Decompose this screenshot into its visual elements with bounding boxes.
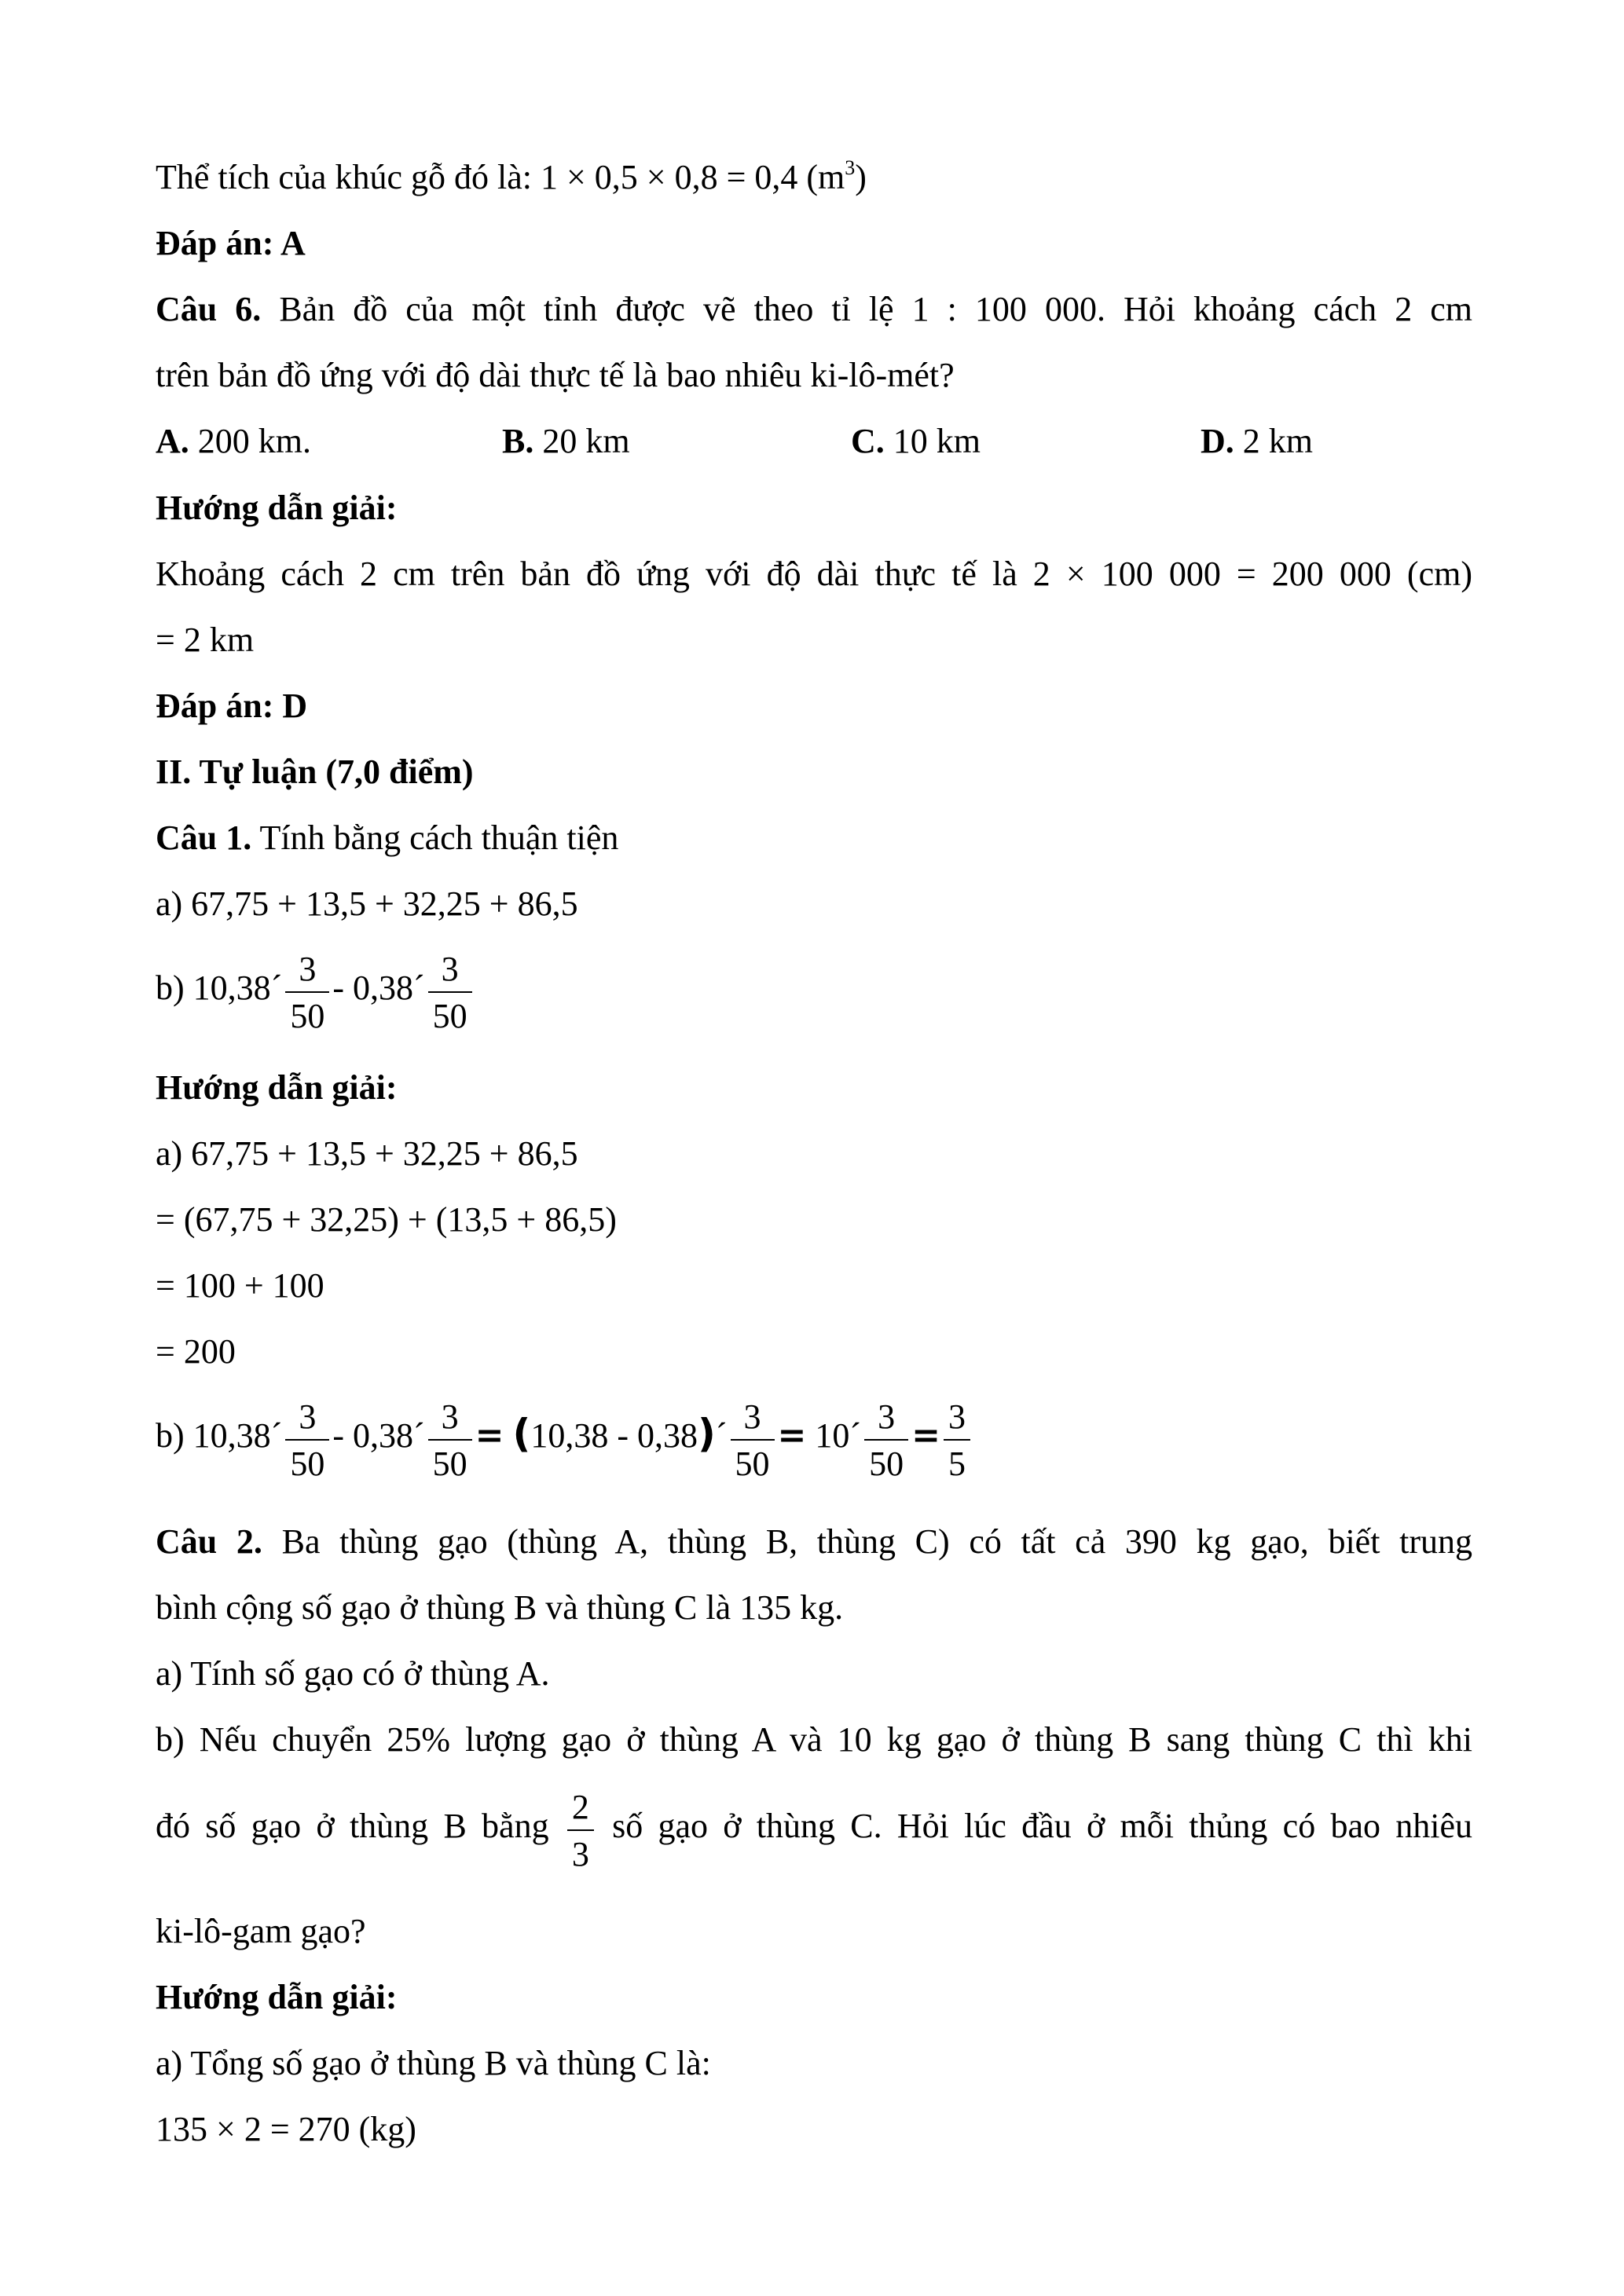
option-a-text: 200 km. <box>189 422 312 460</box>
fraction <box>864 1397 908 1483</box>
option-c-text: 10 km <box>884 422 981 460</box>
volume-text: Thể tích của khúc gỗ đó là: 1 × 0,5 × 0,8 = 0,4 (m <box>156 158 845 196</box>
fraction-numerator: 3 <box>864 1400 908 1441</box>
times-sign: ´ <box>715 1416 728 1456</box>
solution-1a-line-3: = 100 + 100 <box>156 1266 324 1305</box>
expr-part: - 0,38´ <box>332 1416 425 1456</box>
question-1-line <box>156 818 619 857</box>
question-2b-line-3: ki-lô-gam gạo? <box>156 1912 366 1950</box>
question-6-line-1 <box>156 292 1472 327</box>
answer-a-line: Đáp án: A <box>156 224 306 262</box>
solution-1b-line <box>156 1397 973 1483</box>
question-6-label: Câu 6. <box>156 290 262 328</box>
question-2-line-1 <box>156 1522 1472 1561</box>
question-1b-line <box>156 950 475 1035</box>
fraction-numerator: 3 <box>731 1400 775 1441</box>
fraction <box>285 1397 329 1483</box>
solution-1a-line-2: = (67,75 + 32,25) + (13,5 + 86,5) <box>156 1200 617 1239</box>
fraction-numerator: 3 <box>285 1400 329 1441</box>
option-c <box>851 424 981 459</box>
solution-2a-line-2: 135 × 2 = 270 (kg) <box>156 2110 416 2148</box>
question-6-text: Bản đồ của một tỉnh được vẽ theo tỉ lệ 1 : 100 000. Hỏi khoảng cách 2 cm <box>261 290 1472 328</box>
question-6-options <box>156 424 1472 463</box>
option-d <box>1201 424 1313 459</box>
fraction <box>567 1790 594 1872</box>
question-2b-line-1: b) Nếu chuyển 25% lượng gạo ở thùng A và 10 kg gạo ở thùng B sang thùng C thì khi <box>156 1720 1472 1759</box>
fraction-numerator: 3 <box>285 952 329 993</box>
option-d-key: D. <box>1201 422 1234 460</box>
option-c-key: C. <box>851 422 885 460</box>
solution-6-line-2: = 2 km <box>156 621 255 659</box>
question-2b-line-2 <box>156 1788 1473 1873</box>
question-2-label: Câu 2. <box>156 1522 262 1561</box>
equals-sign: = <box>475 1415 504 1456</box>
question-1a-line: a) 67,75 + 13,5 + 32,25 + 86,5 <box>156 884 578 923</box>
fraction-numerator: 2 <box>567 1790 594 1831</box>
fraction-denominator: 3 <box>571 1835 589 1873</box>
answer-d-line: Đáp án: D <box>156 687 308 725</box>
volume-text-end: ) <box>855 158 867 196</box>
fraction-denominator: 50 <box>432 997 467 1035</box>
fraction-denominator: 50 <box>735 1445 770 1483</box>
solution-1a-line-1: a) 67,75 + 13,5 + 32,25 + 86,5 <box>156 1134 578 1173</box>
equals-sign: = <box>911 1415 940 1456</box>
fraction-denominator: 5 <box>948 1445 966 1483</box>
option-d-text: 2 km <box>1234 422 1314 460</box>
expr-part: b) 10,38´ <box>156 1416 283 1456</box>
option-a-key: A. <box>156 422 189 460</box>
fraction-numerator: 3 <box>944 1400 970 1441</box>
option-b-key: B. <box>502 422 534 460</box>
fraction <box>944 1397 970 1483</box>
solution-heading-2: Hướng dẫn giải: <box>156 1068 398 1107</box>
solution-heading-3: Hướng dẫn giải: <box>156 1978 398 2016</box>
option-b <box>502 424 630 459</box>
question-2a-line: a) Tính số gạo có ở thùng A. <box>156 1654 550 1693</box>
solution-6-line-1: Khoảng cách 2 cm trên bản đồ ứng với độ dài thực tế là 2 × 100 000 = 200 000 (cm) <box>156 555 1472 593</box>
question-2-text: Ba thùng gạo (thùng A, thùng B, thùng C) có tất cả 390 kg gạo, biết trung <box>262 1522 1472 1561</box>
question-1-label: Câu 1. <box>156 818 252 857</box>
solution-heading-1: Hướng dẫn giải: <box>156 489 398 527</box>
cube-superscript: 3 <box>845 156 856 179</box>
question-2b-text: số gạo ở thùng C. Hỏi lúc đầu ở mỗi thủng có bao nhiêu <box>612 1807 1473 1846</box>
option-b-text: 20 km <box>533 422 630 460</box>
question-2-line-2: bình cộng số gạo ở thùng B và thùng C là 135 kg. <box>156 1588 844 1627</box>
equals-sign: = <box>777 1415 807 1456</box>
section-heading: II. Tự luận (7,0 điểm) <box>156 753 474 791</box>
fraction-denominator: 50 <box>290 997 325 1035</box>
expr-part: 10,38 - 0,38 <box>530 1416 698 1456</box>
question-1-text: Tính bằng cách thuận tiện <box>251 818 619 857</box>
fraction-numerator: 3 <box>428 1400 472 1441</box>
question-6-line-2: trên bản đồ ứng với độ dài thực tế là bao nhiêu ki-lô-mét? <box>156 356 955 394</box>
expr-part: b) 10,38´ <box>156 969 283 1008</box>
fraction-numerator: 3 <box>428 952 472 993</box>
fraction <box>428 952 472 1034</box>
close-paren: ) <box>698 1411 716 1457</box>
fraction-denominator: 50 <box>869 1445 904 1483</box>
open-paren: ( <box>512 1411 531 1457</box>
expr-part: - 0,38´ <box>332 969 425 1008</box>
fraction-denominator: 50 <box>432 1445 467 1483</box>
expr-part: 10´ <box>815 1416 862 1456</box>
fraction-denominator: 50 <box>290 1445 325 1483</box>
fraction <box>428 1397 472 1483</box>
volume-line <box>156 156 867 196</box>
solution-1a-line-4: = 200 <box>156 1332 236 1371</box>
fraction <box>285 952 329 1034</box>
solution-2a-line-1: a) Tổng số gạo ở thùng B và thùng C là: <box>156 2044 711 2082</box>
fraction <box>731 1397 775 1483</box>
option-a <box>156 424 311 459</box>
question-2b-text: đó số gạo ở thùng B bằng <box>156 1807 549 1846</box>
